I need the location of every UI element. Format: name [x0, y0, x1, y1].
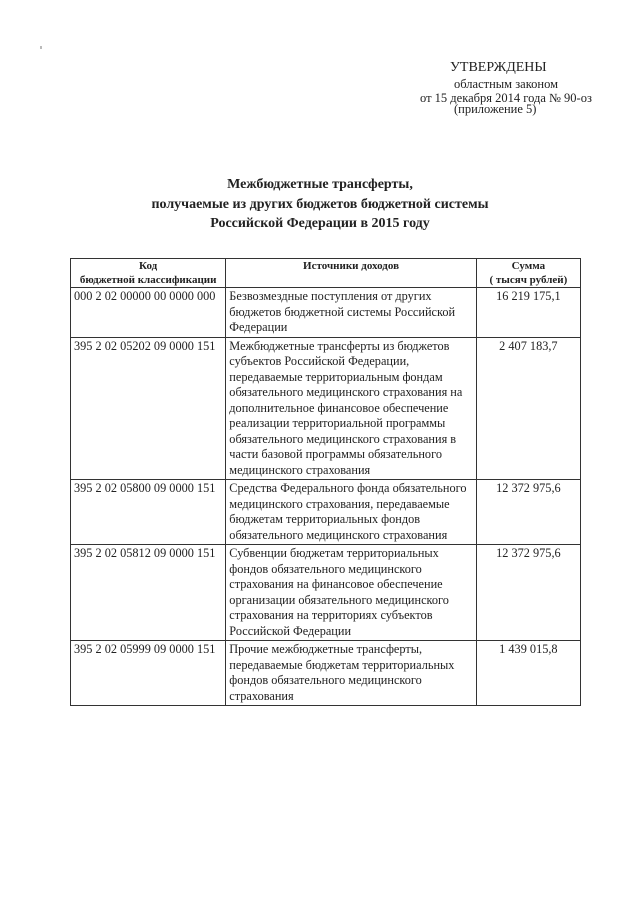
- doc-title-line-3: Российской Федерации в 2015 году: [210, 216, 430, 231]
- header-code: [71, 259, 226, 288]
- approval-line-1: областным законом: [454, 77, 559, 91]
- approval-line-3: (приложение 5): [454, 102, 537, 116]
- table-row: [71, 288, 581, 338]
- row-code: 395 2 02 05202 09 0000 151: [71, 337, 226, 480]
- table-header-row: [71, 259, 581, 288]
- row-sum: 16 219 175,1: [476, 288, 580, 338]
- header-sum: [476, 259, 580, 288]
- table-row: [71, 641, 581, 706]
- scan-mark: [40, 46, 42, 49]
- row-source: Субвенции бюджетам территориальных фондов обязательного медицинского страхования на финансовое обеспечение организации обязательного медицинского страхования на территориях субъектов Российской Федерации: [226, 545, 476, 641]
- approval-title: УТВЕРЖДЕНЫ: [450, 60, 547, 75]
- row-sum: 2 407 183,7: [476, 337, 580, 480]
- header-code-line-1: Код: [139, 260, 158, 272]
- table-row: [71, 480, 581, 545]
- doc-title-line-1: Межбюджетные трансферты,: [227, 177, 413, 192]
- header-code-line-2: бюджетной классификации: [79, 274, 217, 286]
- row-source: Безвозмездные поступления от других бюджетов бюджетной системы Российской Федерации: [226, 288, 476, 338]
- row-sum: 1 439 015,8: [476, 641, 580, 706]
- header-sum-line-1: Сумма: [511, 260, 546, 272]
- row-code: 395 2 02 05800 09 0000 151: [71, 480, 226, 545]
- row-source: Межбюджетные трансферты из бюджетов субъектов Российской Федерации, передаваемые территориальным фондам обязательного медицинского страхования на дополнительное финансовое обеспечение реализации территориальной программы обязательного медицинского страхования в части базовой программы обязательного медицинского страхования: [226, 337, 476, 480]
- row-code: 395 2 02 05999 09 0000 151: [71, 641, 226, 706]
- row-code: 395 2 02 05812 09 0000 151: [71, 545, 226, 641]
- row-source: Средства Федерального фонда обязательного медицинского страхования, передаваемые бюджетам территориальных фондов обязательного медицинского страхования: [226, 480, 476, 545]
- table-row: [71, 337, 581, 480]
- header-source: Источники доходов: [226, 259, 476, 288]
- row-sum: 12 372 975,6: [476, 545, 580, 641]
- row-source: Прочие межбюджетные трансферты, передаваемые бюджетам территориальных фондов обязательного медицинского страхования: [226, 641, 476, 706]
- table-row: [71, 545, 581, 641]
- transfers-table: [70, 258, 581, 706]
- doc-title-line-2: получаемые из других бюджетов бюджетной системы: [151, 197, 489, 212]
- header-sum-line-2: ( тысяч рублей): [489, 274, 568, 286]
- approval-stamp: [420, 60, 634, 116]
- row-sum: 12 372 975,6: [476, 480, 580, 545]
- row-code: 000 2 02 00000 00 0000 000: [71, 288, 226, 338]
- approval-line-2: от 15 декабря 2014 года № 90-оз: [420, 91, 592, 105]
